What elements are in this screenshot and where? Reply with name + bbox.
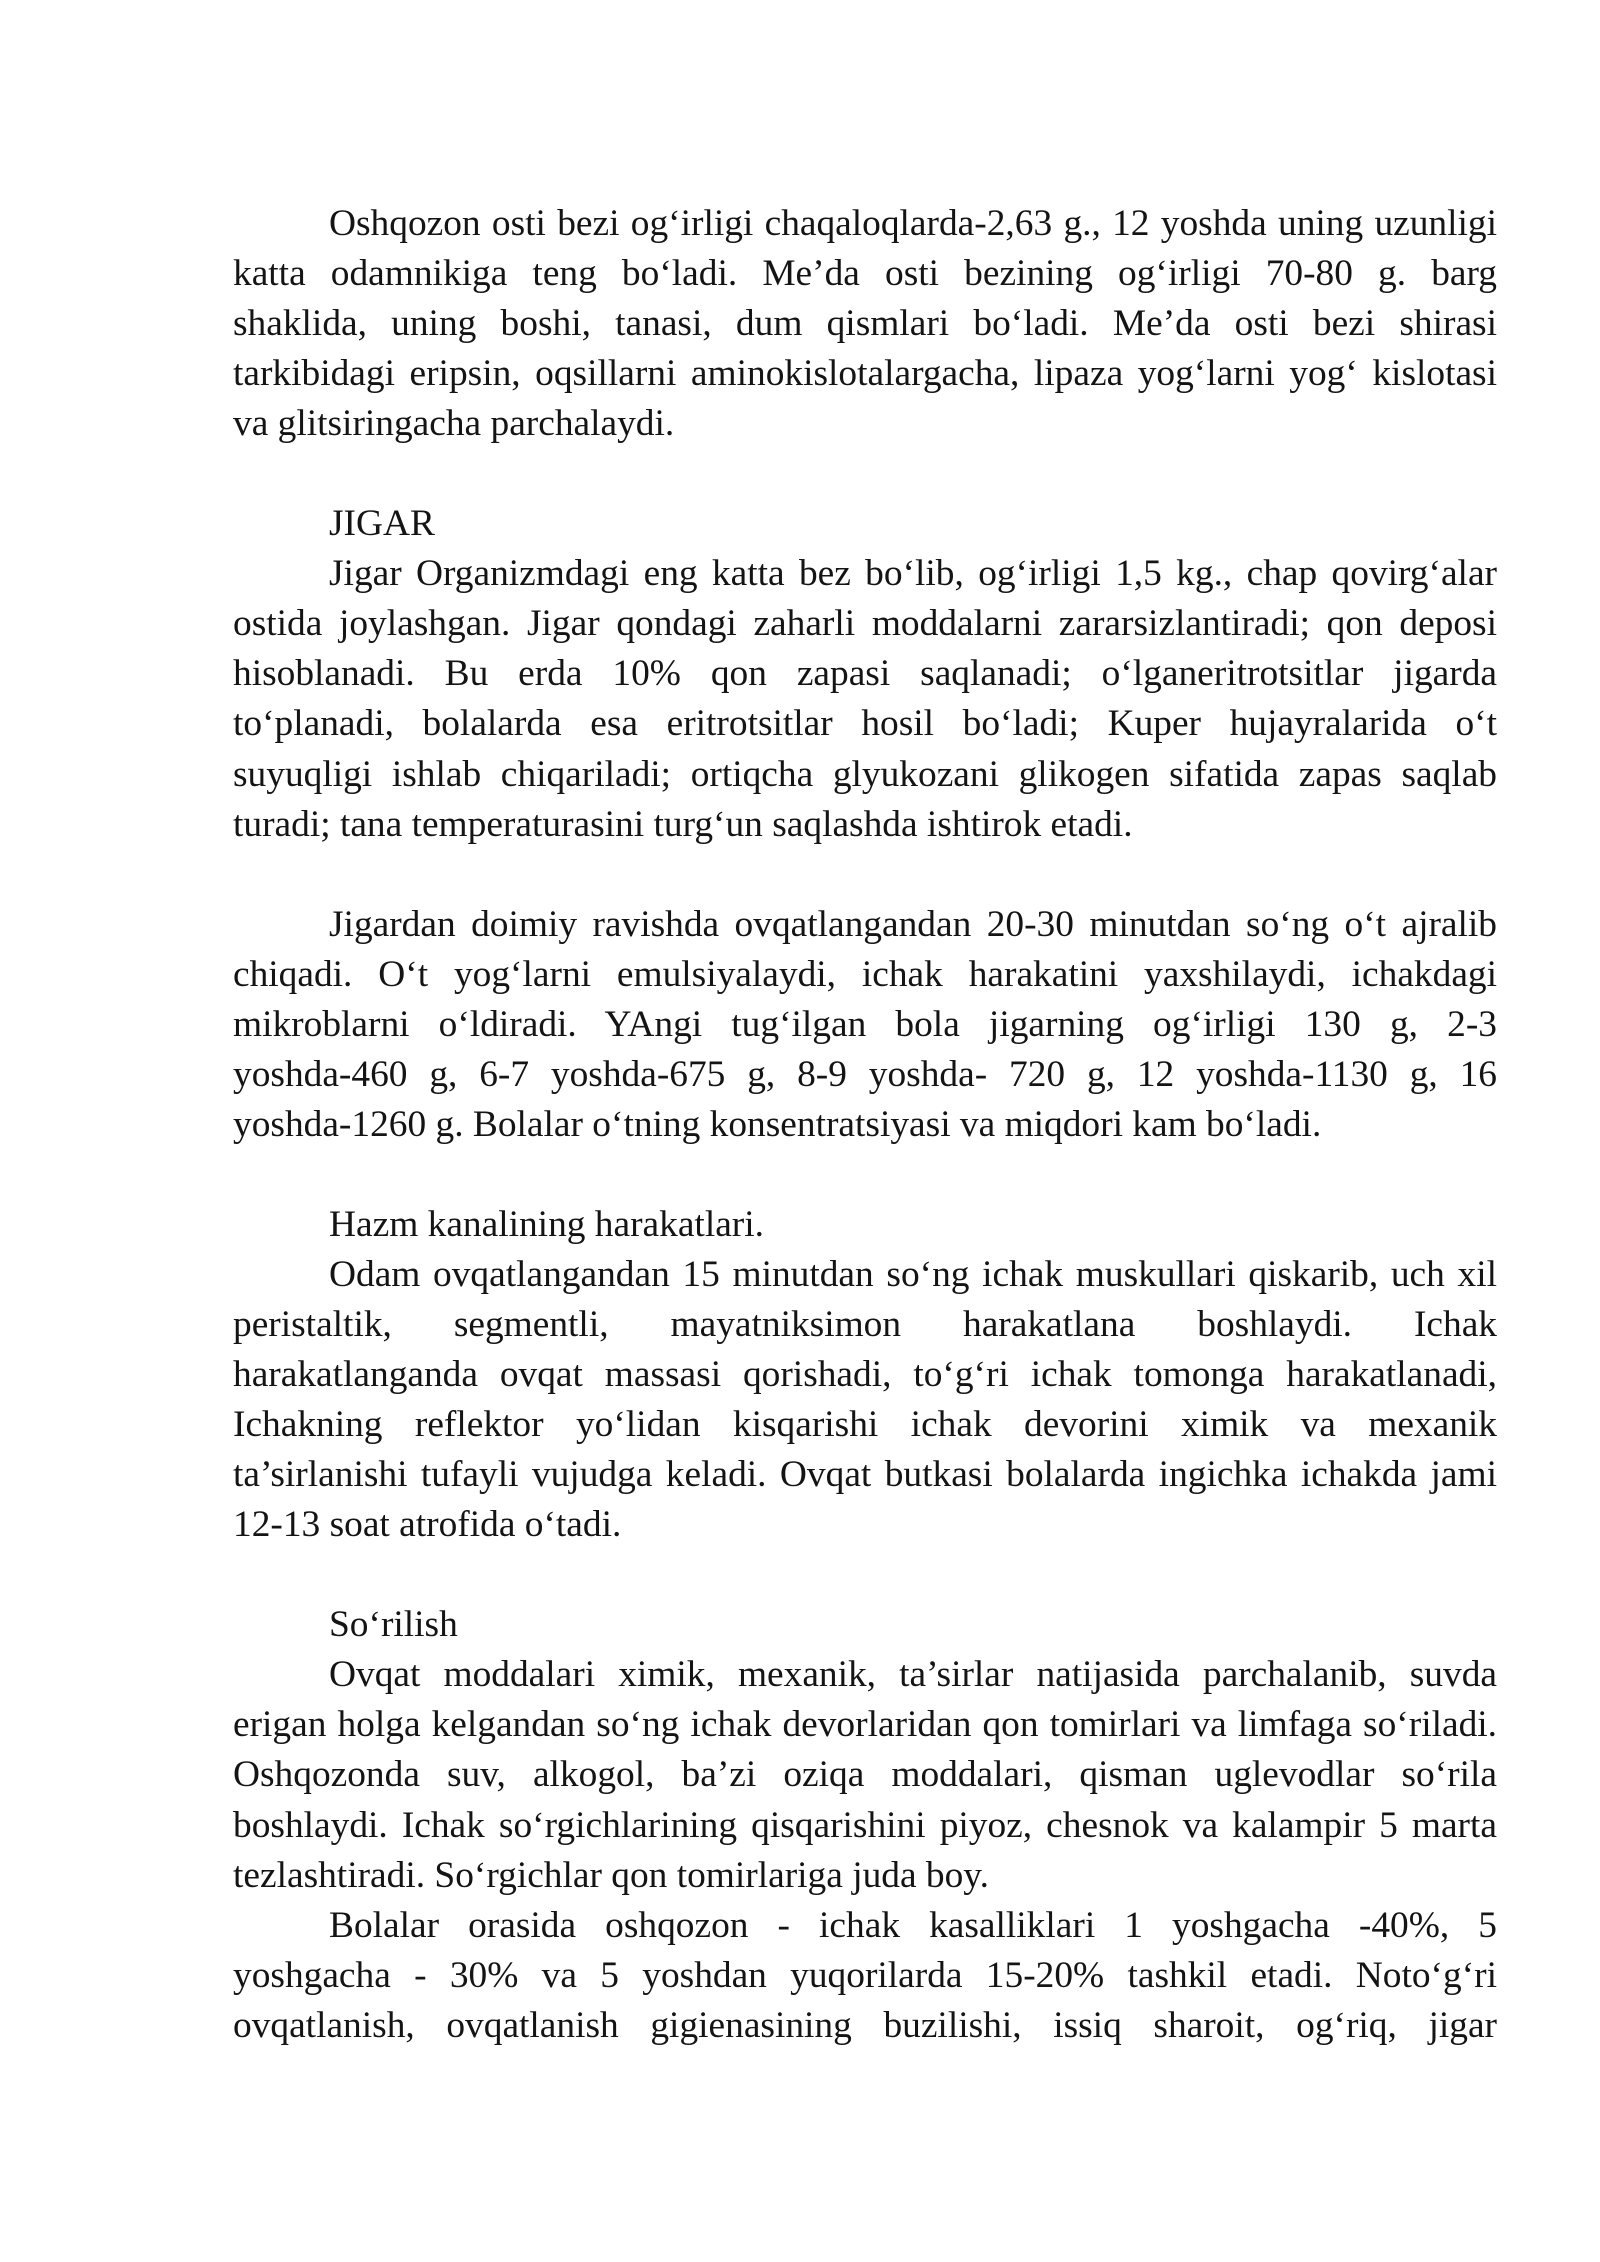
paragraph-bile xyxy=(233,900,1497,1150)
paragraph-line: Ichakning reflektor yo‘lidan kisqarishi ichak devorini ximik va mexanik xyxy=(233,1404,1497,1446)
paragraph-line: erigan holga kelgandan so‘ng ichak devorlaridan qon tomirlari va limfaga so‘riladi. xyxy=(233,1704,1497,1746)
paragraph-line: Ovqat moddalari ximik, mexanik, ta’sirlar natijasida parchalanib, suvda xyxy=(329,1654,1497,1696)
paragraph-children-diseases xyxy=(233,1901,1497,2051)
document-body xyxy=(233,199,1497,2051)
paragraph-line: Oshqozon osti bezi og‘irligi chaqaloqlarda-2,63 g., 12 yoshda uning uzunligi xyxy=(329,203,1497,244)
paragraph-line: ta’sirlanishi tufayli vujudga keladi. Ovqat butkasi bolalarda ingichka ichakda jami xyxy=(233,1454,1497,1496)
paragraph-line: turadi; tana temperaturasini turg‘un saqlashda ishtirok etadi. xyxy=(233,803,1133,845)
paragraph-line: mikroblarni o‘ldiradi. YAngi tug‘ilgan bola jigarning og‘irligi 130 g, 2-3 xyxy=(233,1003,1497,1045)
paragraph-line: Bolalar orasida oshqozon - ichak kasalliklari 1 yoshgacha -40%, 5 xyxy=(329,1904,1497,1946)
paragraph-line: katta odamnikiga teng bo‘ladi. Me’da osti bezining og‘irligi 70-80 g. barg xyxy=(233,253,1497,295)
paragraph-peristalsis xyxy=(233,1250,1497,1550)
paragraph-line: 12-13 soat atrofida o‘tadi. xyxy=(233,1504,622,1546)
section-heading-absorption: So‘rilish xyxy=(329,1604,458,1646)
section-heading-digestive-movements: Hazm kanalining harakatlari. xyxy=(329,1203,764,1245)
paragraph-line: chiqadi. O‘t yog‘larni emulsiyalaydi, ichak harakatini yaxshilaydi, ichakdagi xyxy=(233,953,1497,995)
paragraph-line: ostida joylashgan. Jigar qondagi zaharli moddalarni zararsizlantiradi; qon deposi xyxy=(233,603,1497,645)
paragraph-line: harakatlanganda ovqat massasi qorishadi, to‘g‘ri ichak tomonga harakatlanadi, xyxy=(233,1354,1497,1396)
paragraph-line: yoshda-1260 g. Bolalar o‘tning konsentratsiyasi va miqdori kam bo‘ladi. xyxy=(233,1103,1322,1145)
paragraph-line: shaklida, uning boshi, tanasi, dum qismlari bo‘ladi. Me’da osti bezi shirasi xyxy=(233,303,1497,345)
paragraph-line: Jigardan doimiy ravishda ovqatlangandan 20-30 minutdan so‘ng o‘t ajralib xyxy=(329,903,1497,945)
paragraph-line: yoshgacha - 30% va 5 yoshdan yuqorilarda 15-20% tashkil etadi. Noto‘g‘ri xyxy=(233,1954,1497,1996)
paragraph-line: boshlaydi. Ichak so‘rgichlarining qisqarishini piyoz, chesnok va kalampir 5 marta xyxy=(233,1804,1497,1846)
paragraph-line: ovqatlanish, ovqatlanish gigienasining buzilishi, issiq sharoit, og‘riq, jigar xyxy=(233,2004,1497,2046)
paragraph-line: yoshda-460 g, 6-7 yoshda-675 g, 8-9 yoshda- 720 g, 12 yoshda-1130 g, 16 xyxy=(233,1053,1497,1095)
paragraph-line: Jigar Organizmdagi eng katta bez bo‘lib, og‘irligi 1,5 kg., chap qovirg‘alar xyxy=(329,553,1497,595)
paragraph-pancreas xyxy=(233,199,1497,449)
paragraph-line: tarkibidagi eripsin, oqsillarni aminokislotalargacha, lipaza yog‘larni yog‘ kislotasi xyxy=(233,353,1497,395)
paragraph-line: Odam ovqatlangandan 15 minutdan so‘ng ichak muskullari qiskarib, uch xil xyxy=(329,1253,1497,1295)
paragraph-line: hisoblanadi. Bu erda 10% qon zapasi saqlanadi; o‘lganeritrotsitlar jigarda xyxy=(233,653,1497,695)
paragraph-absorption xyxy=(233,1650,1497,1900)
paragraph-liver xyxy=(233,549,1497,849)
paragraph-line: peristaltik, segmentli, mayatniksimon harakatlana boshlaydi. Ichak xyxy=(233,1304,1497,1346)
paragraph-line: va glitsiringacha parchalaydi. xyxy=(233,403,675,445)
paragraph-line: suyuqligi ishlab chiqariladi; ortiqcha glyukozani glikogen sifatida zapas saqlab xyxy=(233,753,1497,795)
section-heading-jigar: JIGAR xyxy=(329,503,435,545)
paragraph-line: to‘planadi, bolalarda esa eritrotsitlar hosil bo‘ladi; Kuper hujayralarida o‘t xyxy=(233,703,1497,745)
paragraph-line: tezlashtiradi. So‘rgichlar qon tomirlariga juda boy. xyxy=(233,1854,989,1896)
paragraph-line: Oshqozonda suv, alkogol, ba’zi oziqa moddalari, qisman uglevodlar so‘rila xyxy=(233,1754,1497,1796)
